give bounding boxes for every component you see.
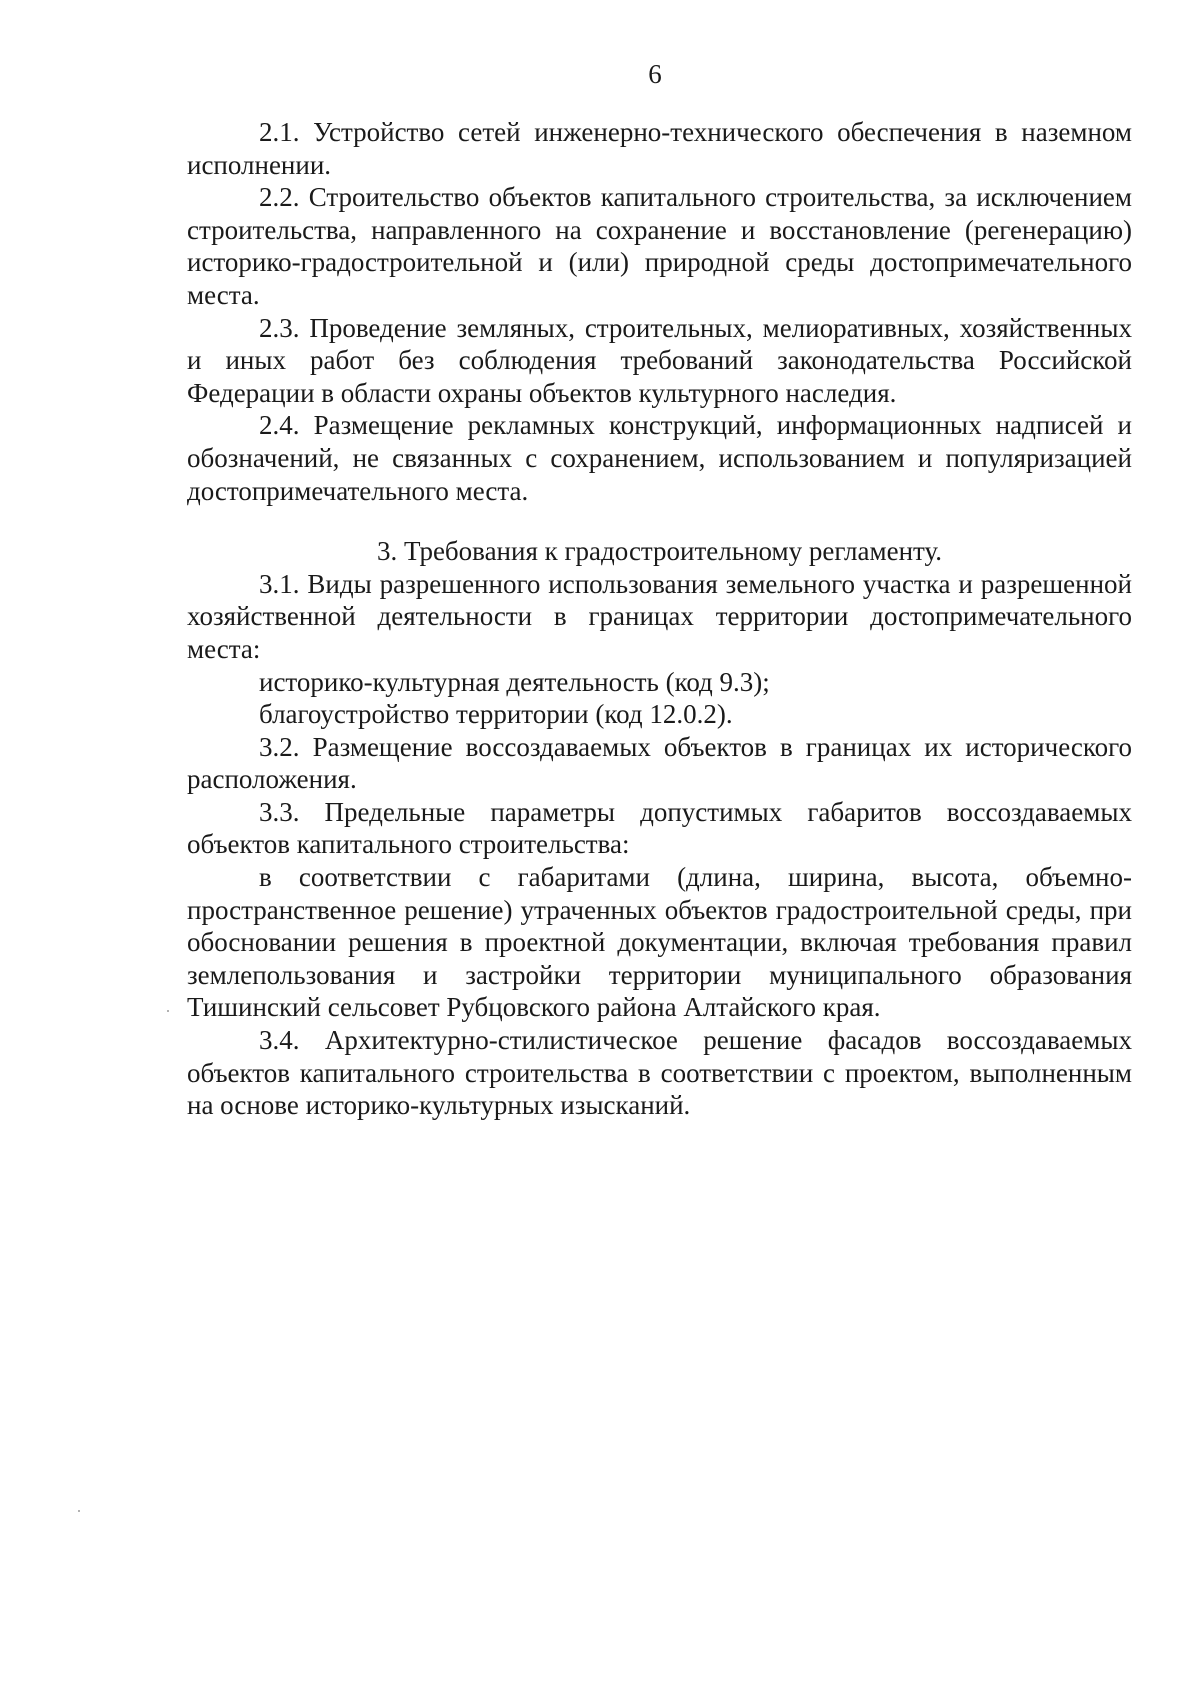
scan-speck [78,1510,80,1512]
paragraph-2-1: 2.1. Устройство сетей инженерно-технического обеспечения в наземном исполнении. [187,117,1132,180]
list-item-historical-cultural: историко-культурная деятельность (код 9.3); [259,666,770,697]
paragraph-3-2: 3.2. Размещение воссоздаваемых объектов в границах их исторического расположения. [187,731,1132,795]
paragraph-2-3: 2.3. Проведение земляных, строительных, мелиоративных, хозяйственных и иных работ без соблюдения требований законодательства Российской Федерации в области охраны объектов культурного наследия. [187,312,1132,408]
section-3-heading: 3. Требования к градостроительному регламенту. [376,536,943,567]
paragraph-3-3: 3.3. Предельные параметры допустимых габаритов воссоздаваемых объектов капитального строительства: [187,796,1132,860]
paragraph-2-4: 2.4. Размещение рекламных конструкций, информационных надписей и обозначений, не связанных с сохранением, использованием и популяризацией достопримечательного места. [187,410,1132,506]
scan-speck [167,1010,169,1012]
paragraph-3-1: 3.1. Виды разрешенного использования земельного участка и разрешенной хозяйственной деятельности в границах территории достопримечательного места: [187,568,1132,664]
paragraph-3-3-details: в соответствии с габаритами (длина, ширина, высота, объемно-пространственное решение) утраченных объектов градостроительной среды, при обосновании решения в проектной документации, включая требования правил землепользования и застройки территории муниципального образования Тишинский сельсовет Рубцовского района Алтайского края. [187,862,1132,1023]
document-body [187,116,1132,1122]
page-number: 6 [648,59,662,89]
list-item-landscaping: благоустройство территории (код 12.0.2). [259,699,733,730]
paragraph-2-2: 2.2. Строительство объектов капитального строительства, за исключением строительства, направленного на сохранение и восстановление (регенерацию) историко-градостроительной и (или) природной среды достопримечательного места. [187,182,1132,310]
paragraph-3-4: 3.4. Архитектурно-стилистическое решение фасадов воссоздаваемых объектов капитального строительства в соответствии с проектом, выполненным на основе историко-культурных изысканий. [187,1025,1132,1121]
